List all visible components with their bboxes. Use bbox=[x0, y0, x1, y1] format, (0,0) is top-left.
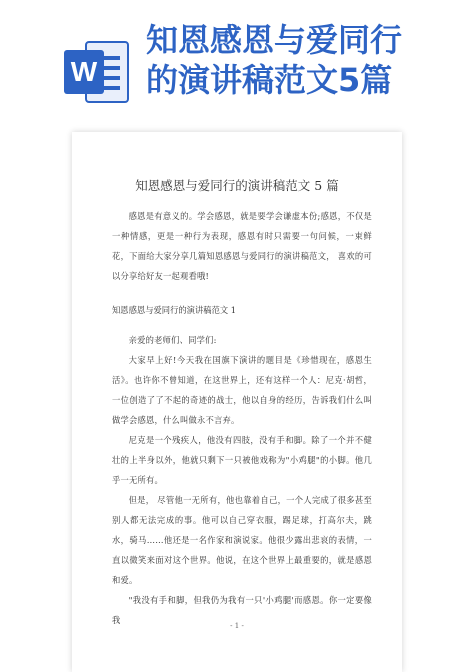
paragraph-1: 大家早上好!今天我在国旗下演讲的题目是《珍惜现在，感恩生活》。也许你不曾知道，在这世界上，还有这样一个人：尼克·胡哲，一位创造了了不起的奇迹的战士，他以自身的经历，告诉我们什么叫做学会感恩，什么叫做永不言弃。 bbox=[112, 355, 372, 425]
banner-title-line-2: 的演讲稿范文5篇 bbox=[146, 61, 393, 99]
banner bbox=[0, 0, 474, 130]
document-title: 知恩感恩与爱同行的演讲稿范文 5 篇 bbox=[135, 178, 339, 193]
document-page bbox=[72, 132, 402, 672]
paragraph-2: 尼克是一个残疾人，他没有四肢，没有手和脚。除了一个并不健壮的上半身以外，他就只剩下一只被他戏称为"小鸡腿"的小脚。他几乎一无所有。 bbox=[112, 435, 372, 485]
paragraph-4: "我没有手和脚，但我仍为我有一只'小鸡腿'而感恩。你一定要像我 bbox=[112, 595, 372, 625]
paragraph-3: 但是， 尽管他一无所有，他也靠着自己，一个人完成了很多甚至别人都无法完成的事。他可以自己穿衣服，踢足球，打高尔夫，跳水，骑马……他还是一名作家和演说家。他很少露出悲哀的表情，一直以微笑来面对这个世界。他说，在这个世界上最重要的，就是感恩和爱。 bbox=[112, 495, 372, 585]
svg-text:W: W bbox=[70, 56, 98, 87]
page-number: - 1 - bbox=[230, 622, 244, 630]
word-document-icon bbox=[60, 36, 132, 108]
section-title: 知恩感恩与爱同行的演讲稿范文 1 bbox=[112, 305, 237, 315]
intro-paragraph: 感恩是有意义的。学会感恩，就是要学会谦虚本份;感恩，不仅是一种情感，更是一种行为表现，感恩有时只需要一句问候，一束鲜花，下面给大家分享几篇知恩感恩与爱同行的演讲稿范文， 喜欢的可以分享给好友一起观看哦! bbox=[112, 211, 372, 281]
greeting: 亲爱的老师们、同学们: bbox=[128, 335, 217, 345]
banner-title-line-1: 知恩感恩与爱同行 bbox=[146, 21, 403, 59]
banner-title bbox=[146, 20, 466, 100]
